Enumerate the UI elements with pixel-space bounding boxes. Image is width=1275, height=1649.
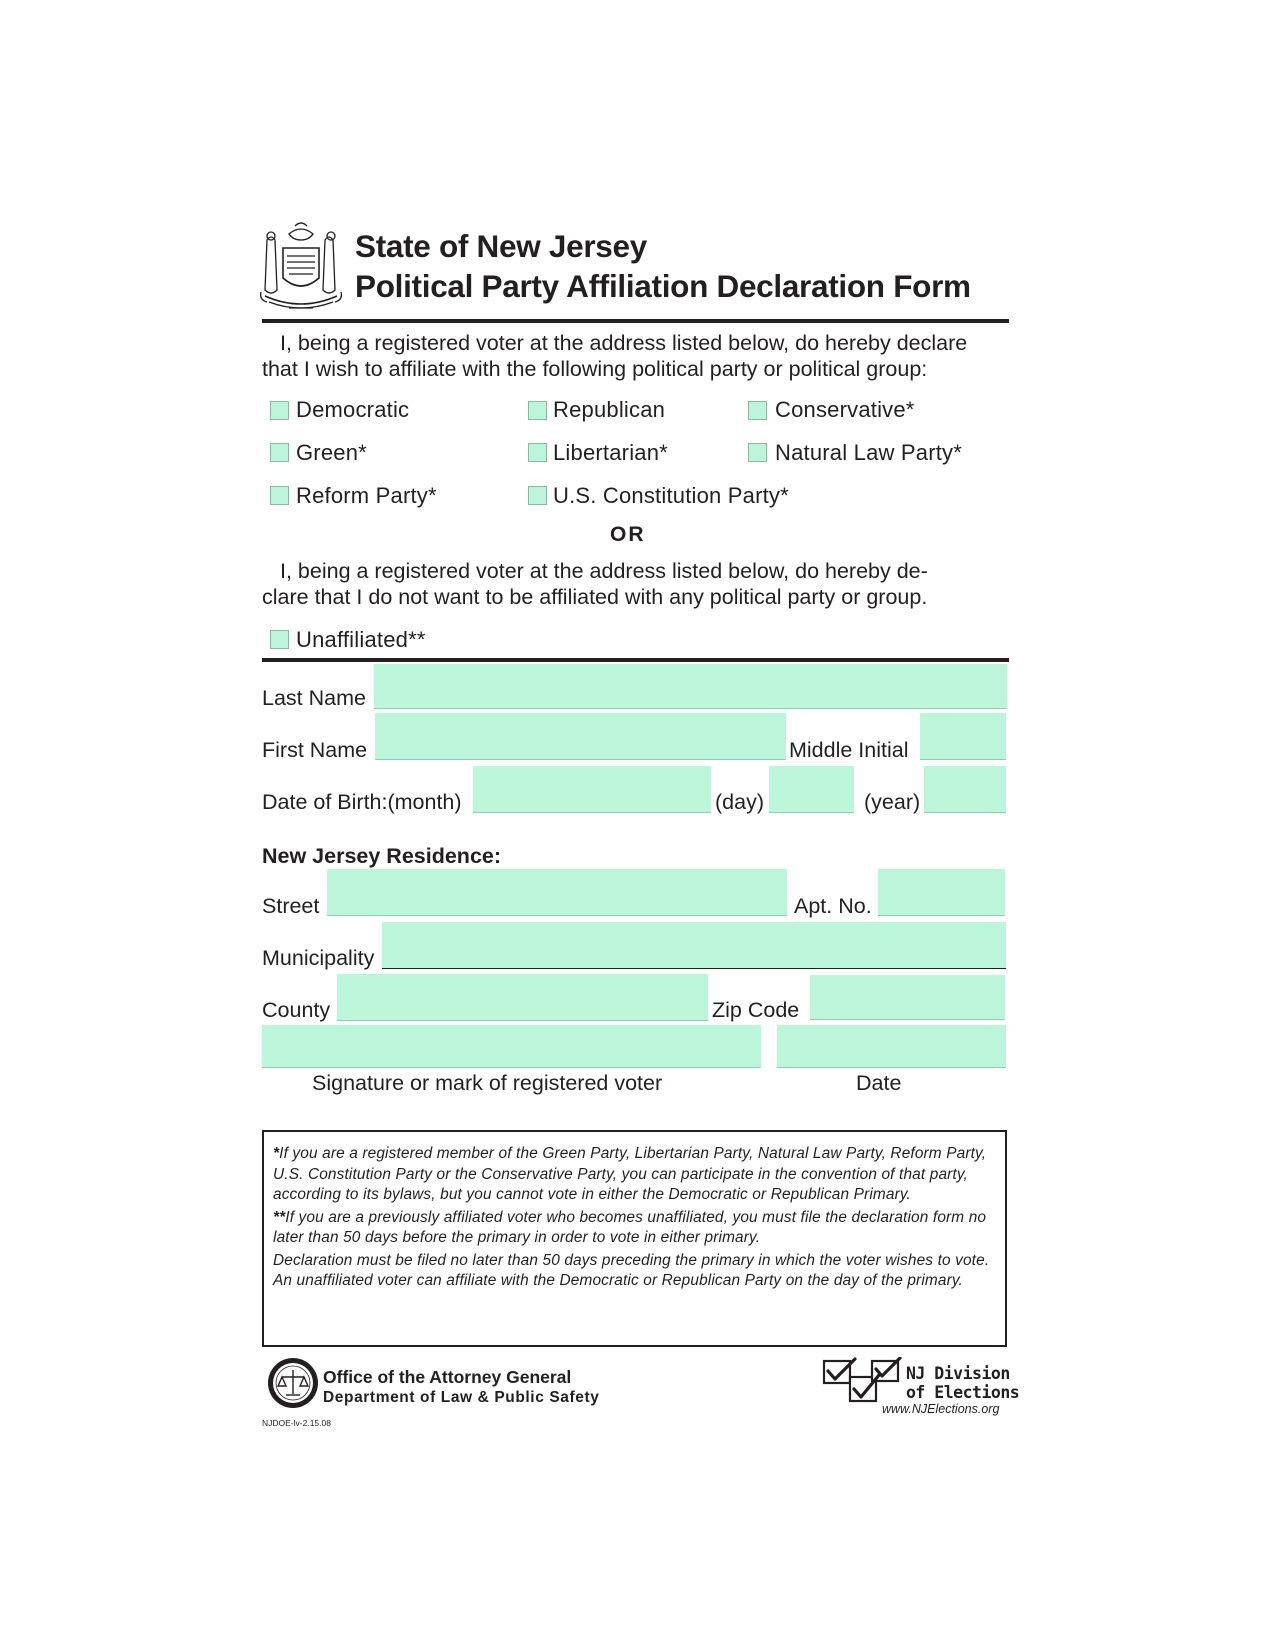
option-label-reform-party: Reform Party*	[296, 483, 437, 508]
dob-month-label: Date of Birth:(month)	[262, 790, 462, 814]
street-label: Street	[262, 894, 320, 918]
dob-year-label: (year)	[864, 790, 921, 814]
unaffiliated-declaration-text: I, being a registered voter at the address listed below, do hereby de- clare that I do not want to be affiliated with any political party or group.	[262, 559, 928, 609]
county-label: County	[262, 998, 331, 1022]
first-name-field[interactable]	[375, 713, 786, 760]
last-name-field[interactable]	[374, 664, 1007, 709]
first-name-label: First Name	[262, 738, 368, 762]
elections-website-link[interactable]: www.NJElections.org	[882, 1402, 1000, 1416]
municipality-field[interactable]	[382, 922, 1006, 969]
header-divider	[262, 319, 1009, 323]
dob-day-field[interactable]	[769, 766, 854, 813]
middle-initial-field[interactable]	[920, 713, 1006, 760]
municipality-label: Municipality	[262, 946, 375, 970]
state-seal-logo	[259, 220, 343, 316]
residence-heading: New Jersey Residence:	[262, 844, 502, 868]
affiliate-declaration-text: I, being a registered voter at the address listed below, do hereby declare that I wish to affiliate with the following political party or political group:	[262, 331, 968, 381]
department-name: Department of Law & Public Safety	[323, 1389, 600, 1406]
signature-field[interactable]	[262, 1025, 761, 1068]
attorney-general-seal	[267, 1357, 319, 1409]
option-label-democratic: Democratic	[296, 397, 410, 422]
footnote-deadline: Declaration must be filed no later than 50 days preceding the primary in which the voter wishes to vote. An unaffiliated voter can affiliate with the Democratic or Republican Party on the day of the primary.	[273, 1251, 990, 1289]
checkbox-us-constitution-party[interactable]	[528, 486, 547, 505]
dob-year-field[interactable]	[924, 766, 1006, 813]
attorney-general-office: Office of the Attorney General	[323, 1367, 572, 1387]
zip-code-field[interactable]	[810, 975, 1005, 1020]
footnotes-box	[262, 1130, 1007, 1347]
apt-no-label: Apt. No.	[794, 894, 872, 918]
checkbox-green[interactable]	[270, 443, 289, 462]
footnote-unaffiliated: **If you are a previously affiliated voter who becomes unaffiliated, you must file the declaration form no later than 50 days before the primary in order to vote in either primary.	[273, 1208, 987, 1246]
page-title: State of New Jersey	[355, 228, 647, 264]
option-label-us-constitution-party: U.S. Constitution Party*	[553, 483, 789, 508]
checkbox-republican[interactable]	[528, 401, 547, 420]
nj-division-title: NJ Division of Elections	[906, 1364, 1020, 1402]
signature-label: Signature or mark of registered voter	[312, 1071, 663, 1095]
checkbox-libertarian[interactable]	[528, 443, 547, 462]
date-label: Date	[856, 1071, 902, 1095]
checkbox-democratic[interactable]	[270, 401, 289, 420]
or-separator: OR	[610, 523, 646, 546]
option-label-republican: Republican	[553, 397, 666, 422]
checkbox-unaffiliated[interactable]	[270, 630, 289, 649]
footnote-conventions: *If you are a registered member of the Green Party, Libertarian Party, Natural Law Party, Reform Party, U.S. Constitution Party or the Conservative Party, you can participate in the convention of that party, according to its bylaws, but you cannot vote in either the Democratic or Republican Primary.	[273, 1145, 987, 1203]
option-label-natural-law-party: Natural Law Party*	[775, 440, 963, 465]
section-divider	[262, 658, 1009, 662]
option-label-unaffiliated: Unaffiliated**	[296, 627, 426, 652]
form-code: NJDOE-lv-2.15.08	[262, 1418, 331, 1428]
checkbox-natural-law-party[interactable]	[748, 443, 767, 462]
zip-code-label: Zip Code	[712, 998, 800, 1022]
form-title: Political Party Affiliation Declaration Form	[355, 268, 971, 304]
checkbox-conservative[interactable]	[748, 401, 767, 420]
checkbox-reform-party[interactable]	[270, 486, 289, 505]
dob-month-field[interactable]	[473, 766, 711, 813]
option-label-green: Green*	[296, 440, 367, 465]
option-label-libertarian: Libertarian*	[553, 440, 668, 465]
apt-no-field[interactable]	[878, 869, 1005, 916]
county-field[interactable]	[337, 974, 708, 1021]
date-field[interactable]	[777, 1025, 1006, 1068]
last-name-label: Last Name	[262, 686, 366, 710]
option-label-conservative: Conservative*	[775, 397, 915, 422]
street-field[interactable]	[327, 869, 787, 916]
middle-initial-label: Middle Initial	[789, 738, 909, 762]
dob-day-label: (day)	[715, 790, 764, 814]
